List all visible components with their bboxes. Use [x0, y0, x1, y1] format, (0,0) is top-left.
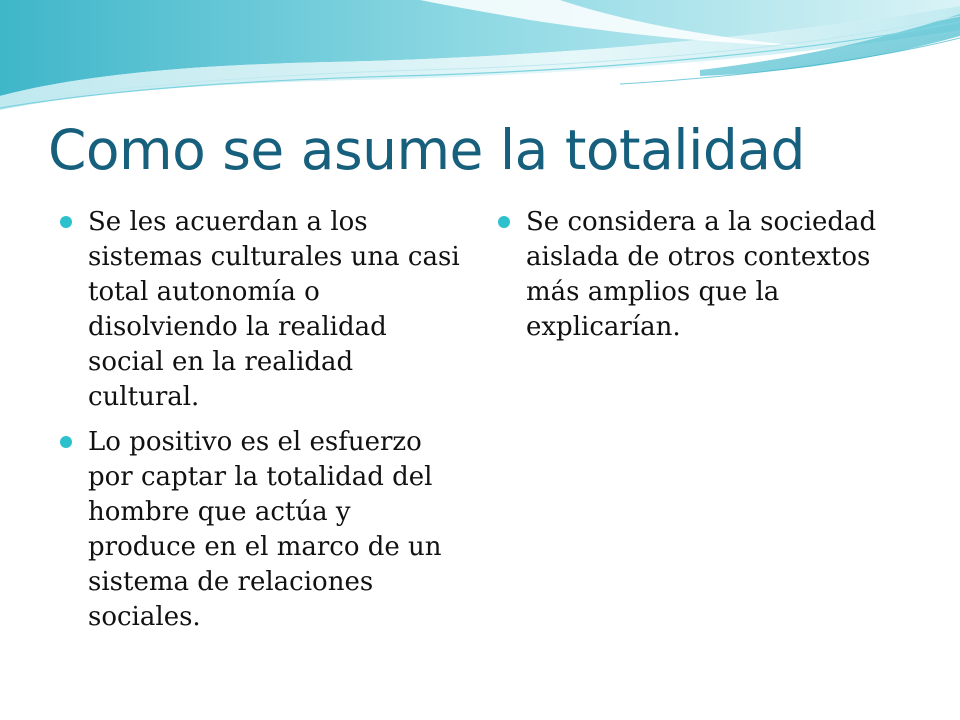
right-bullet-list [498, 205, 898, 355]
slide-title: Como se asume la totalidad [48, 118, 805, 182]
bullet-text: Se les acuerdan a los sistemas culturales una casi total autonomía o disolviendo la realidad social en la realidad cultural. [88, 207, 460, 412]
bullet-text: Lo positivo es el esfuerzo por captar la totalidad del hombre que actúa y produce en el marco de un sistema de relaciones sociales. [88, 427, 442, 632]
bullet-item [498, 205, 898, 345]
bullet-dot-icon [60, 436, 72, 448]
left-bullet-list [60, 205, 460, 645]
bullet-dot-icon [60, 216, 72, 228]
bullet-item [60, 205, 460, 415]
bullet-item [60, 425, 460, 635]
bullet-dot-icon [498, 216, 510, 228]
bullet-text: Se considera a la sociedad aislada de otros contextos más amplios que la explicarían. [526, 207, 877, 342]
header-wave-decoration [0, 0, 960, 130]
